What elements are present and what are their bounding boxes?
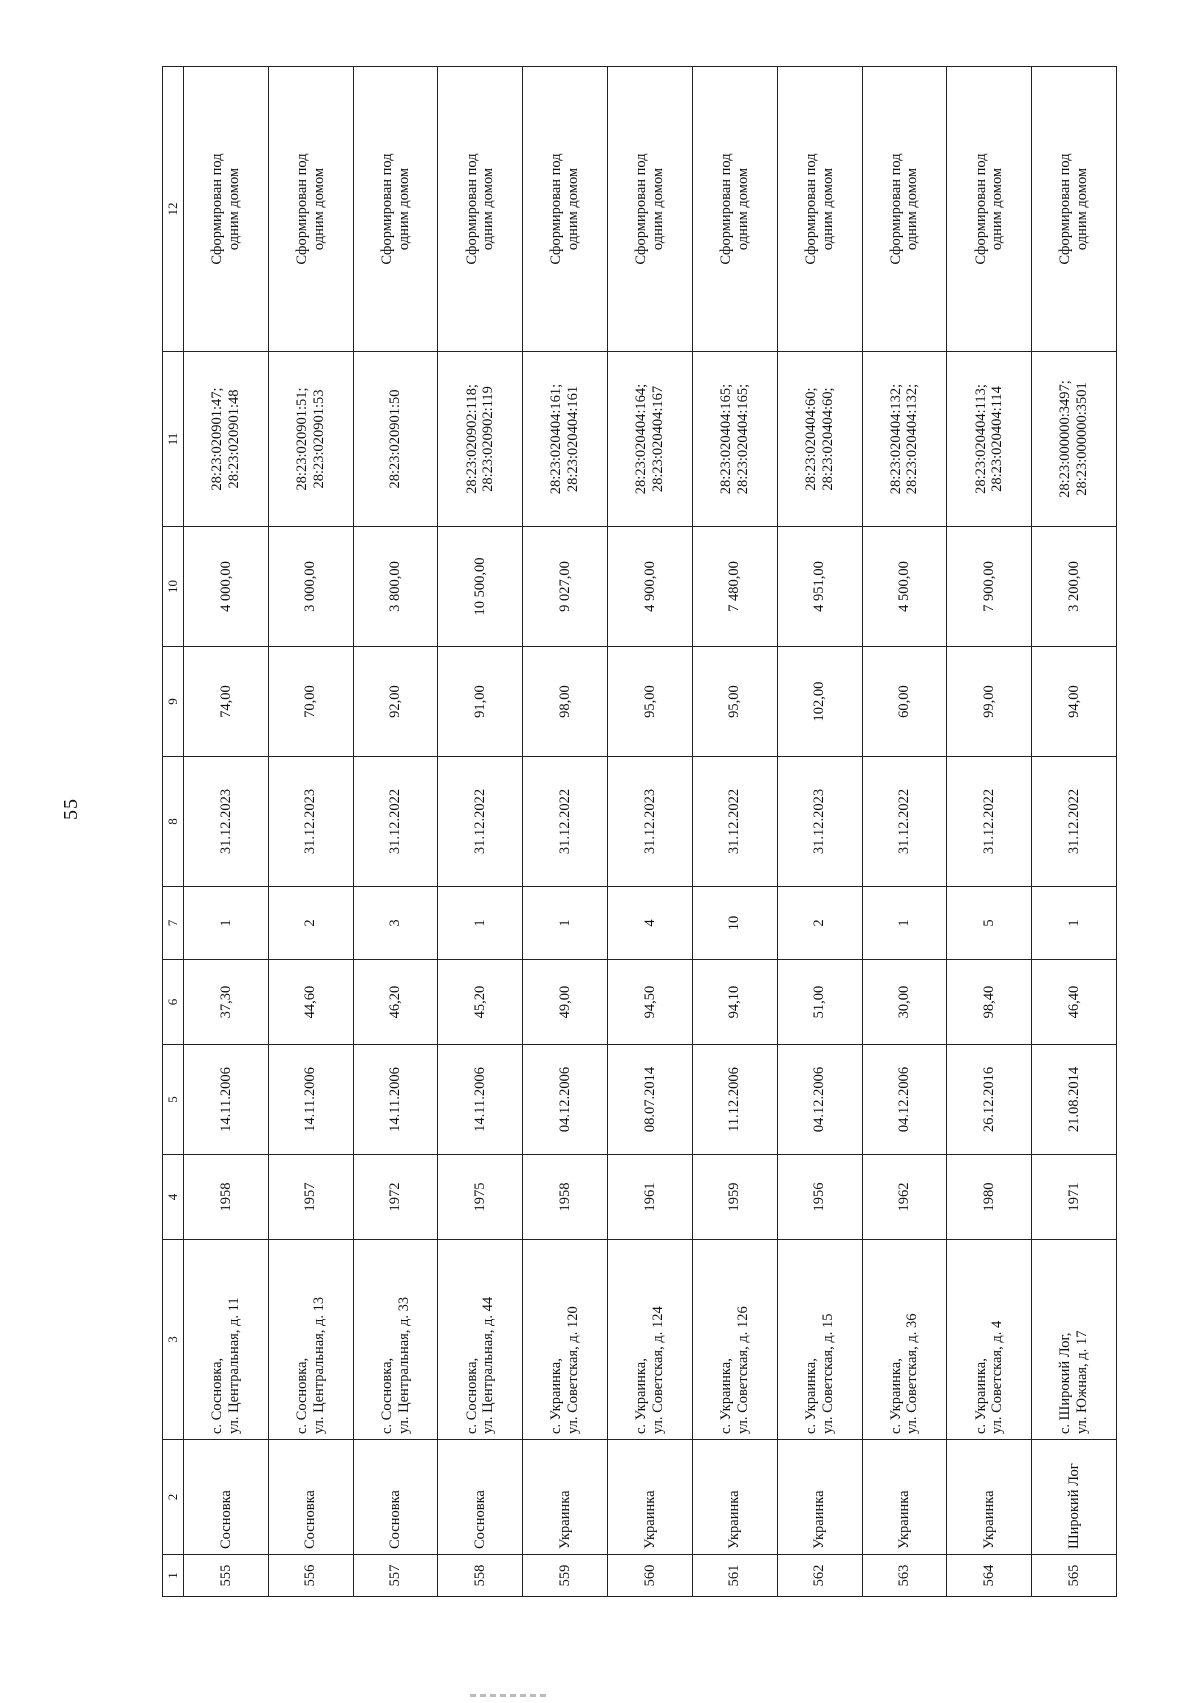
- cell-deadline: 31.12.2022: [692, 757, 777, 887]
- cell-deadline: 31.12.2022: [353, 757, 438, 887]
- cell-note: Сформирован под одним домом: [862, 67, 947, 352]
- header-row: [163, 67, 184, 1597]
- cell-build-year: 1958: [523, 1155, 608, 1240]
- cell-row-number: 559: [523, 1555, 608, 1597]
- cell-date: 08.07.2014: [608, 1045, 693, 1155]
- cell-address: с. Украинка, ул. Советская, д. 15: [777, 1240, 862, 1440]
- cell-residents: 2: [268, 887, 353, 960]
- cell-area: 46,40: [1032, 960, 1117, 1045]
- cell-area: 30,00: [862, 960, 947, 1045]
- cell-address: с. Сосновка, ул. Центральная, д. 11: [184, 1240, 269, 1440]
- header-cell: 6: [163, 960, 184, 1045]
- cell-date: 21.08.2014: [1032, 1045, 1117, 1155]
- cell-area: 44,60: [268, 960, 353, 1045]
- cell-area-total: 95,00: [692, 647, 777, 757]
- cell-note: Сформирован под одним домом: [268, 67, 353, 352]
- cell-address: с. Украинка, ул. Советская, д. 124: [608, 1240, 693, 1440]
- cell-cadastral-numbers: 28:23:020404:164; 28:23:020404:167: [608, 352, 693, 527]
- cell-build-year: 1959: [692, 1155, 777, 1240]
- cell-residents: 1: [862, 887, 947, 960]
- cell-date: 14.11.2006: [438, 1045, 523, 1155]
- cell-residents: 1: [1032, 887, 1117, 960]
- cell-row-number: 560: [608, 1555, 693, 1597]
- header-cell: 5: [163, 1045, 184, 1155]
- cell-row-number: 561: [692, 1555, 777, 1597]
- table-row: [523, 67, 608, 1597]
- cell-cadastral-numbers: 28:23:020404:161; 28:23:020404:161: [523, 352, 608, 527]
- cell-residents: 1: [184, 887, 269, 960]
- cell-cost: 4 900,00: [608, 527, 693, 647]
- cell-settlement: Украинка: [862, 1440, 947, 1555]
- cell-address: с. Сосновка, ул. Центральная, д. 13: [268, 1240, 353, 1440]
- cell-cadastral-numbers: 28:23:020901:51; 28:23:020901:53: [268, 352, 353, 527]
- cell-settlement: Украинка: [947, 1440, 1032, 1555]
- table-row: [777, 67, 862, 1597]
- cell-cadastral-numbers: 28:23:020404:132; 28:23:020404:132;: [862, 352, 947, 527]
- scan-artifact: [470, 1694, 550, 1697]
- cell-cadastral-numbers: 28:23:020404:113; 28:23:020404:114: [947, 352, 1032, 527]
- cell-deadline: 31.12.2022: [438, 757, 523, 887]
- table-row: [268, 67, 353, 1597]
- cell-area: 98,40: [947, 960, 1032, 1045]
- cell-note: Сформирован под одним домом: [353, 67, 438, 352]
- cell-deadline: 31.12.2023: [608, 757, 693, 887]
- cell-cost: 4 000,00: [184, 527, 269, 647]
- cell-cost: 9 027,00: [523, 527, 608, 647]
- cell-residents: 10: [692, 887, 777, 960]
- cell-build-year: 1975: [438, 1155, 523, 1240]
- cell-cost: 3 200,00: [1032, 527, 1117, 647]
- cell-build-year: 1958: [184, 1155, 269, 1240]
- table-row: [862, 67, 947, 1597]
- cell-cadastral-numbers: 28:23:000000:3497; 28:23:000000:3501: [1032, 352, 1117, 527]
- cell-area: 49,00: [523, 960, 608, 1045]
- cell-deadline: 31.12.2023: [184, 757, 269, 887]
- cell-area-total: 74,00: [184, 647, 269, 757]
- cell-cadastral-numbers: 28:23:020404:60; 28:23:020404:60;: [777, 352, 862, 527]
- cell-settlement: Широкий Лог: [1032, 1440, 1117, 1555]
- cell-date: 14.11.2006: [353, 1045, 438, 1155]
- header-cell: 7: [163, 887, 184, 960]
- cell-row-number: 565: [1032, 1555, 1117, 1597]
- cell-area: 45,20: [438, 960, 523, 1045]
- cell-note: Сформирован под одним домом: [692, 67, 777, 352]
- cell-note: Сформирован под одним домом: [947, 67, 1032, 352]
- table-row: [692, 67, 777, 1597]
- cell-area-total: 94,00: [1032, 647, 1117, 757]
- cell-deadline: 31.12.2022: [862, 757, 947, 887]
- cell-area-total: 92,00: [353, 647, 438, 757]
- cell-build-year: 1956: [777, 1155, 862, 1240]
- header-cell: 1: [163, 1555, 184, 1597]
- cell-cost: 3 800,00: [353, 527, 438, 647]
- cell-settlement: Сосновка: [438, 1440, 523, 1555]
- cell-address: с. Украинка, ул. Советская, д. 36: [862, 1240, 947, 1440]
- cell-cadastral-numbers: 28:23:020404:165; 28:23:020404:165;: [692, 352, 777, 527]
- cell-area-total: 70,00: [268, 647, 353, 757]
- cell-area-total: 60,00: [862, 647, 947, 757]
- cell-area: 51,00: [777, 960, 862, 1045]
- cell-cost: 7 900,00: [947, 527, 1032, 647]
- cell-build-year: 1957: [268, 1155, 353, 1240]
- cell-deadline: 31.12.2022: [523, 757, 608, 887]
- cell-settlement: Украинка: [777, 1440, 862, 1555]
- header-cell: 3: [163, 1240, 184, 1440]
- cell-row-number: 562: [777, 1555, 862, 1597]
- cell-deadline: 31.12.2022: [947, 757, 1032, 887]
- cell-settlement: Украинка: [523, 1440, 608, 1555]
- table-row: [438, 67, 523, 1597]
- cell-area: 94,50: [608, 960, 693, 1045]
- cell-address: с. Украинка, ул. Советская, д. 4: [947, 1240, 1032, 1440]
- cell-row-number: 563: [862, 1555, 947, 1597]
- cell-deadline: 31.12.2022: [1032, 757, 1117, 887]
- cell-residents: 5: [947, 887, 1032, 960]
- cell-address: с. Сосновка, ул. Центральная, д. 44: [438, 1240, 523, 1440]
- cell-date: 04.12.2006: [523, 1045, 608, 1155]
- cell-date: 11.12.2006: [692, 1045, 777, 1155]
- cell-deadline: 31.12.2023: [268, 757, 353, 887]
- header-cell: 9: [163, 647, 184, 757]
- header-cell: 11: [163, 352, 184, 527]
- cell-cadastral-numbers: 28:23:020901:47; 28:23:020901:48: [184, 352, 269, 527]
- cell-cadastral-numbers: 28:23:020902:118; 28:23:020902:119: [438, 352, 523, 527]
- cell-cadastral-numbers: 28:23:020901:50: [353, 352, 438, 527]
- table-body: [163, 67, 1117, 1597]
- cell-deadline: 31.12.2023: [777, 757, 862, 887]
- cell-row-number: 558: [438, 1555, 523, 1597]
- cell-date: 04.12.2006: [862, 1045, 947, 1155]
- cell-build-year: 1961: [608, 1155, 693, 1240]
- housing-register-table: [162, 66, 1117, 1597]
- cell-row-number: 556: [268, 1555, 353, 1597]
- cell-settlement: Сосновка: [268, 1440, 353, 1555]
- cell-note: Сформирован под одним домом: [523, 67, 608, 352]
- cell-cost: 10 500,00: [438, 527, 523, 647]
- table-row: [353, 67, 438, 1597]
- cell-settlement: Сосновка: [353, 1440, 438, 1555]
- cell-area-total: 99,00: [947, 647, 1032, 757]
- cell-area: 37,30: [184, 960, 269, 1045]
- cell-area-total: 91,00: [438, 647, 523, 757]
- cell-date: 14.11.2006: [184, 1045, 269, 1155]
- cell-note: Сформирован под одним домом: [1032, 67, 1117, 352]
- cell-area-total: 95,00: [608, 647, 693, 757]
- cell-residents: 3: [353, 887, 438, 960]
- cell-cost: 3 000,00: [268, 527, 353, 647]
- table-row: [947, 67, 1032, 1597]
- cell-residents: 1: [438, 887, 523, 960]
- cell-settlement: Сосновка: [184, 1440, 269, 1555]
- cell-build-year: 1962: [862, 1155, 947, 1240]
- cell-area-total: 98,00: [523, 647, 608, 757]
- cell-note: Сформирован под одним домом: [184, 67, 269, 352]
- header-cell: 4: [163, 1155, 184, 1240]
- cell-settlement: Украинка: [608, 1440, 693, 1555]
- cell-build-year: 1972: [353, 1155, 438, 1240]
- cell-date: 26.12.2016: [947, 1045, 1032, 1155]
- header-cell: 10: [163, 527, 184, 647]
- cell-row-number: 557: [353, 1555, 438, 1597]
- header-cell: 2: [163, 1440, 184, 1555]
- cell-date: 04.12.2006: [777, 1045, 862, 1155]
- cell-build-year: 1971: [1032, 1155, 1117, 1240]
- header-cell: 8: [163, 757, 184, 887]
- table-row: [1032, 67, 1117, 1597]
- cell-build-year: 1980: [947, 1155, 1032, 1240]
- header-cell: 12: [163, 67, 184, 352]
- cell-area-total: 102,00: [777, 647, 862, 757]
- table-row: [608, 67, 693, 1597]
- cell-area: 94,10: [692, 960, 777, 1045]
- cell-address: с. Широкий Лог, ул. Южная, д. 17: [1032, 1240, 1117, 1440]
- cell-cost: 7 480,00: [692, 527, 777, 647]
- table-row: [184, 67, 269, 1597]
- rotated-table-wrapper: [162, 67, 1117, 1597]
- cell-residents: 1: [523, 887, 608, 960]
- cell-note: Сформирован под одним домом: [438, 67, 523, 352]
- cell-residents: 2: [777, 887, 862, 960]
- cell-area: 46,20: [353, 960, 438, 1045]
- cell-date: 14.11.2006: [268, 1045, 353, 1155]
- cell-address: с. Сосновка, ул. Центральная, д. 33: [353, 1240, 438, 1440]
- page-number: 55: [60, 798, 82, 820]
- cell-settlement: Украинка: [692, 1440, 777, 1555]
- cell-residents: 4: [608, 887, 693, 960]
- cell-row-number: 555: [184, 1555, 269, 1597]
- cell-row-number: 564: [947, 1555, 1032, 1597]
- cell-address: с. Украинка, ул. Советская, д. 120: [523, 1240, 608, 1440]
- cell-cost: 4 951,00: [777, 527, 862, 647]
- cell-cost: 4 500,00: [862, 527, 947, 647]
- cell-note: Сформирован под одним домом: [777, 67, 862, 352]
- cell-address: с. Украинка, ул. Советская, д. 126: [692, 1240, 777, 1440]
- cell-note: Сформирован под одним домом: [608, 67, 693, 352]
